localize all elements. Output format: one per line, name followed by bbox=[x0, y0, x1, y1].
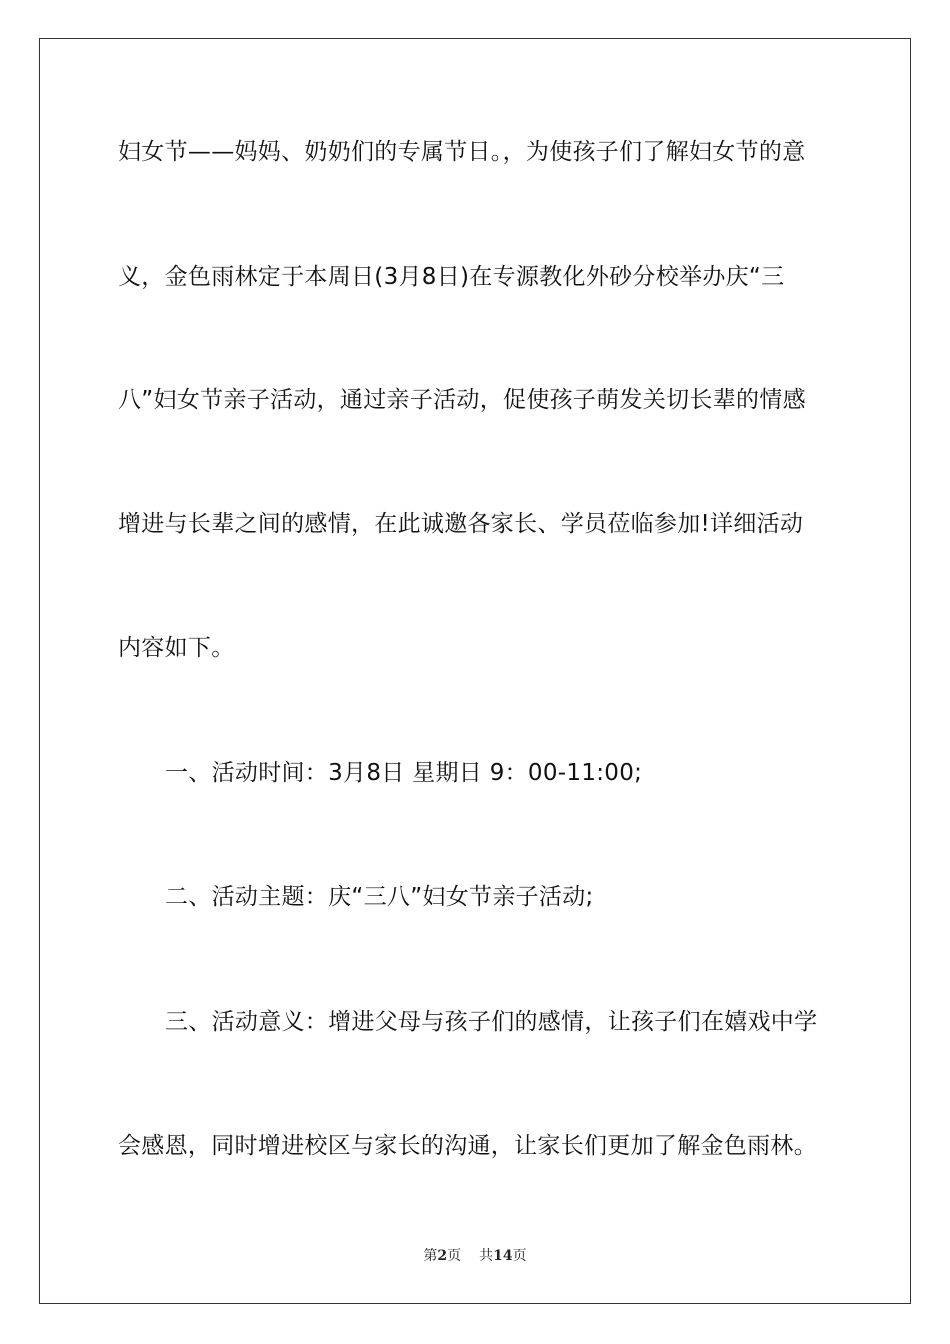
paragraph-line-5: 内容如下。 bbox=[118, 635, 235, 661]
paragraph-line-1: 妇女节——妈妈、奶奶们的专属节日。，为使孩子们了解妇女节的意 bbox=[118, 139, 806, 165]
footer-page-prefix: 第 bbox=[423, 1248, 438, 1264]
item-activity-meaning: 三、活动意义：增进父母与孩子们的感情，让孩子们在嬉戏中学 bbox=[165, 1009, 818, 1035]
paragraph-line-2: 义，金色雨林定于本周日(3月8日)在专源教化外砂分校举办庆“三 bbox=[118, 264, 785, 290]
footer-page-suffix: 页 bbox=[447, 1248, 462, 1264]
footer-page-number: 2 bbox=[437, 1248, 448, 1264]
footer-total-pages: 14 bbox=[493, 1248, 513, 1264]
paragraph-line-3: 八”妇女节亲子活动，通过亲子活动，促使孩子萌发关切长辈的情感 bbox=[118, 387, 806, 413]
paragraph-line-4: 增进与长辈之间的感情，在此诚邀各家长、学员莅临参加!详细活动 bbox=[118, 511, 804, 537]
footer-total-suffix: 页 bbox=[512, 1248, 527, 1264]
footer-total-prefix: 共 bbox=[479, 1248, 494, 1264]
page-border bbox=[39, 38, 911, 1304]
item-activity-time: 一、活动时间：3月8日 星期日 9：00-11:00; bbox=[165, 760, 643, 786]
item-activity-theme: 二、活动主题：庆“三八”妇女节亲子活动; bbox=[165, 884, 594, 910]
page-footer bbox=[0, 1246, 950, 1266]
item-activity-meaning-continued: 会感恩，同时增进校区与家长的沟通，让家长们更加了解金色雨林。 bbox=[118, 1133, 817, 1159]
